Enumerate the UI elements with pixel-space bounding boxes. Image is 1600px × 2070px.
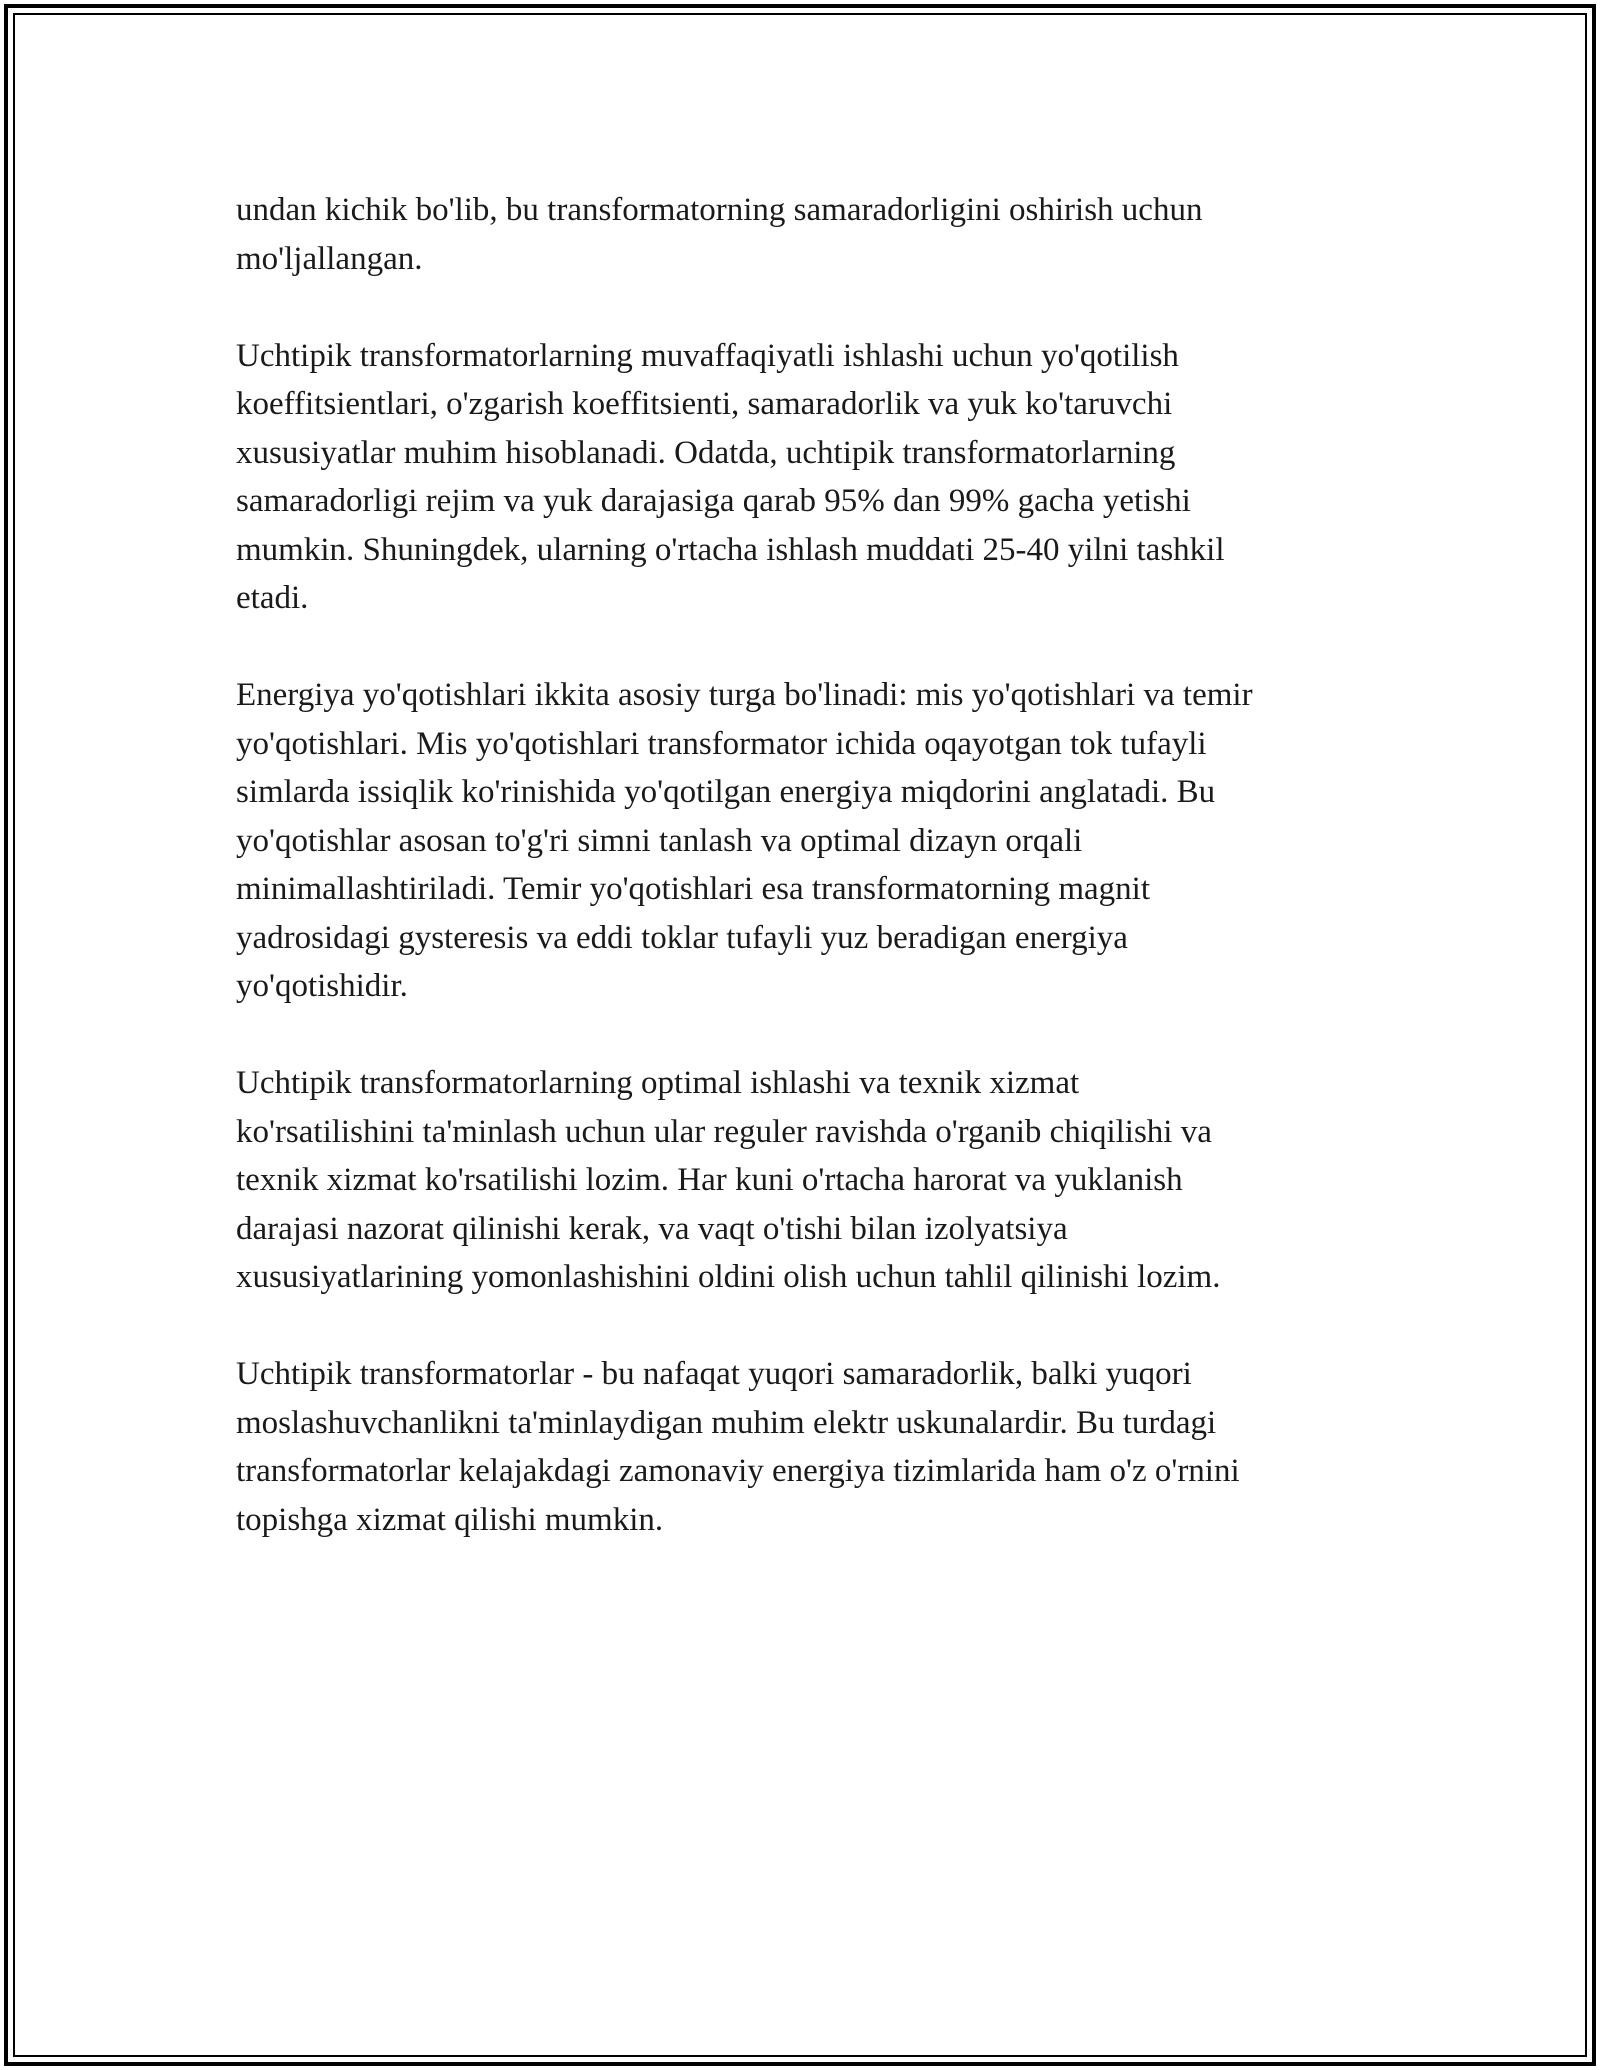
paragraph-line: Uchtipik transformatorlar - bu nafaqat yuqori samaradorlik, balki yuqori [236,1356,1192,1392]
paragraph-line: Uchtipik transformatorlarning optimal ishlashi va texnik xizmat [236,1065,1080,1101]
paragraph-line: samaradorligi rejim va yuk darajasiga qarab 95% dan 99% gacha yetishi [236,483,1191,519]
document-body [236,186,1386,1593]
paragraph-line: Energiya yo'qotishlari ikkita asosiy turga bo'linadi: mis yo'qotishlari va temir [236,677,1253,713]
paragraph-line: moslashuvchanlikni ta'minlaydigan muhim elektr uskunalardir. Bu turdagi [236,1404,1217,1441]
paragraph-line: simlarda issiqlik ko'rinishida yo'qotilgan energiya miqdorini anglatadi. Bu [236,774,1216,810]
paragraph-line: xususiyatlar muhim hisoblanadi. Odatda, uchtipik transformatorlarning [236,434,1176,471]
paragraph-line: mumkin. Shuningdek, ularning o'rtacha ishlash muddati 25-40 yilni tashkil [236,531,1225,568]
paragraph-1 [236,186,1386,283]
paragraph-line: yo'qotishlari. Mis yo'qotishlari transformator ichida oqayotgan tok tufayli [236,725,1207,762]
paragraph-line: transformatorlar kelajakdagi zamonaviy energiya tizimlarida ham o'z o'rnini [236,1453,1240,1489]
paragraph-line: yadrosidagi gysteresis va eddi toklar tufayli yuz beradigan energiya [236,919,1128,956]
paragraph-line: mo'ljallangan. [236,240,423,277]
paragraph-line: yo'qotishidir. [236,968,408,1004]
paragraph-3 [236,671,1386,1011]
paragraph-2 [236,332,1386,623]
paragraph-5 [236,1350,1386,1544]
paragraph-line: yo'qotishlar asosan to'g'ri simni tanlash va optimal dizayn orqali [236,822,1083,859]
paragraph-4 [236,1059,1386,1302]
paragraph-line: ko'rsatilishini ta'minlash uchun ular reguler ravishda o'rganib chiqilishi va [236,1113,1212,1150]
paragraph-line: texnik xizmat ko'rsatilishi lozim. Har kuni o'rtacha harorat va yuklanish [236,1162,1183,1198]
paragraph-line: minimallashtiriladi. Temir yo'qotishlari esa transformatorning magnit [236,871,1151,907]
paragraph-line: topishga xizmat qilishi mumkin. [236,1501,664,1538]
paragraph-line: undan kichik bo'lib, bu transformatorning samaradorligini oshirish uchun [236,192,1203,228]
paragraph-line: darajasi nazorat qilinishi kerak, va vaqt o'tishi bilan izolyatsiya [236,1210,1068,1247]
paragraph-line: etadi. [236,580,309,616]
paragraph-line: Uchtipik transformatorlarning muvaffaqiyatli ishlashi uchun yo'qotilish [236,337,1179,374]
paragraph-line: koeffitsientlari, o'zgarish koeffitsienti, samaradorlik va yuk ko'taruvchi [236,386,1173,422]
paragraph-line: xususiyatlarining yomonlashishini oldini olish uchun tahlil qilinishi lozim. [236,1259,1221,1295]
